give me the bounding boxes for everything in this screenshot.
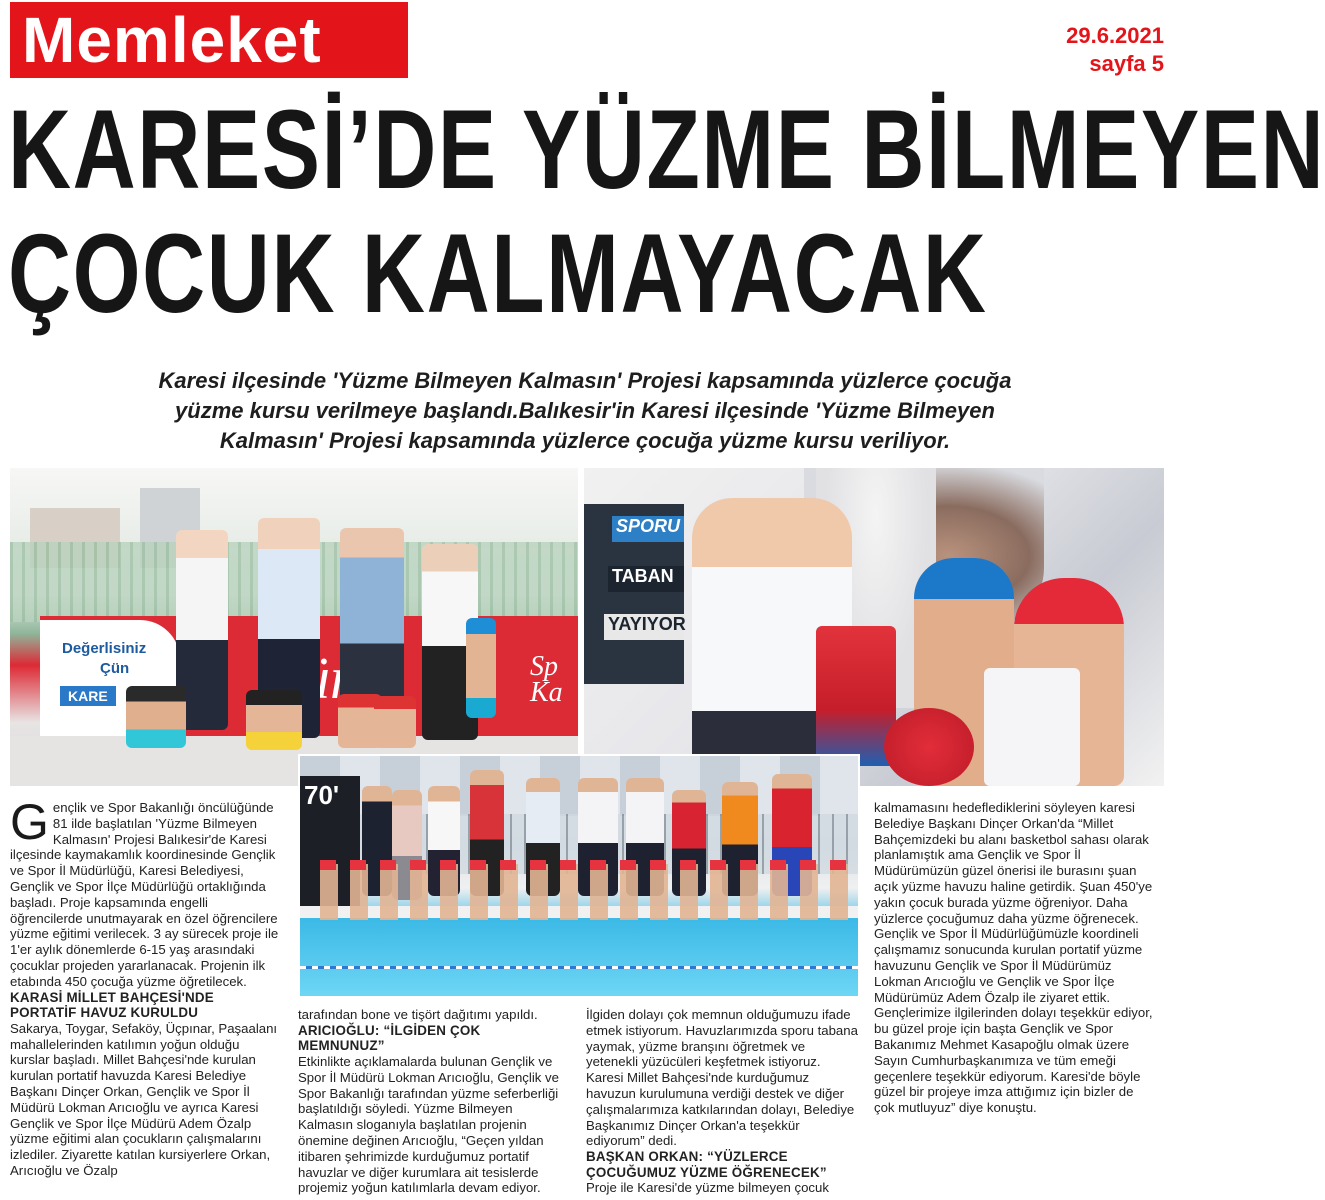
article-paragraph: tarafından bone ve tişört dağıtımı yapıldı. bbox=[298, 1007, 538, 1022]
article-paragraph: Proje ile Karesi'de yüzme bilmeyen çocuk bbox=[586, 1180, 829, 1196]
date-block bbox=[1066, 22, 1164, 78]
article-paragraph: Gençlik ve Spor Bakanlığı öncülüğünde 81 ilde başlatılan 'Yüzme Bilmeyen Kalmasın' Projesi Balıkesir'de Karesi ilçesinde kaymakamlık koordinesinde Gençlik ve Spor İl Müdürlüğü, Karesi Belediyesi, Gençlik ve Spor İlçe Müdürlüğü ortaklığında başladı. Proje kapsamında engelli öğrencilerde unutmayarak en özel öğrencilere yüzme eğitimi verilecek. 3 ay sürecek proje ile 1'er aylık dönemlerde 6-15 yaş arasındaki çocuklar projeden yararlanacak. Projenin ilk etabında 450 çocuğa yüzme öğretilecek. bbox=[10, 794, 279, 989]
banner-text-2: Çün bbox=[100, 660, 130, 677]
article-paragraph: Sakarya, Toygar, Sefaköy, Üçpınar, Paşaalanı mahallelerinden katılımın yoğun olduğu kurslar başladı. Millet Bahçesi'nde kurulan kurulan portatif havuzda Karesi Belediye Başkanı Dinçer Orkan, Gençlik ve Spor İl Müdürü Lokman Arıcıoğlu ve ayrıca Karesi Gençlik ve Spor İlçe Müdürü Adem Özalp yüzme eğitimi alan çocukların çalışmalarını izlediler. Ziyarette katılan kursiyerlere Orkan, Arıcıoğlu ve Özalp bbox=[10, 1020, 278, 1178]
article-column-2 bbox=[298, 1007, 570, 1196]
banner-taban: TABAN bbox=[608, 566, 684, 592]
article-paragraph: Etkinlikte açıklamalarda bulunan Gençlik ve Spor İl Müdürü Lokman Arıcıoğlu, Gençlik ve Spor Bakanlığı tarafından yüzme seferberliği başlatıldığı söyledi. Yüzme Bilmeyen Kalmasın sloganıyla başlatılan projenin önemine değinen Arıcıoğlu, “Geçen yıldan itibaren şehrimizde kurduğumuz portatif havuzlar ve diğer kurumlara ait tesislerde projemiz yoğun katılımlarla devam ediyor. bbox=[298, 1053, 559, 1196]
subheading-portatif-havuz: KARASİ MİLLET BAHÇESİ'NDE PORTATİF HAVUZ KURULDU bbox=[10, 989, 214, 1021]
issue-date: 29.6.2021 bbox=[1066, 23, 1164, 48]
newspaper-logo bbox=[10, 2, 408, 78]
deck-line-1: Karesi ilçesinde 'Yüzme Bilmeyen Kalmasın' Projesi kapsamında yüzlerce çocuğa bbox=[158, 368, 1012, 393]
deck-line-3: Kalmasın' Projesi kapsamında yüzlerce çocuğa yüzme kursu veriliyor. bbox=[219, 428, 951, 453]
deck-line-2: yüzme kursu verilmeye başlandı.Balıkesir'in Karesi ilçesinde 'Yüzme Bilmeyen bbox=[175, 398, 995, 423]
headline-line-2: ÇOCUK KALMAYACAK bbox=[8, 211, 988, 336]
banner-70: 70' bbox=[300, 776, 360, 906]
article-column-3 bbox=[586, 1007, 860, 1196]
subheading-baskan-orkan: BAŞKAN ORKAN: “YÜZLERCE ÇOCUĞUMUZ YÜZME ÖĞRENECEK” bbox=[586, 1149, 827, 1180]
article-paragraph: İlgiden dolayı çok memnun olduğumuzu ifade etmek istiyorum. Havuzlarımızda sporu tabana yaymak, yüzme branşını öğretmek ve yetenekli yüzücüleri keşfetmek istiyoruz. Karesi Millet Bahçesi'nde kurduğumuz havuzun kurulumuna verdiği destek ve diğer çalışmalarımıza katkılarından dolayı, Belediye Başkanımız Dinçer Orkan'a teşekkür ediyorum” dedi. bbox=[586, 1007, 858, 1149]
photo-children-at-pool bbox=[298, 754, 860, 998]
page-number: sayfa 5 bbox=[1089, 51, 1164, 76]
article-column-4 bbox=[874, 800, 1154, 1116]
deck bbox=[30, 366, 1140, 456]
photo-shirt-distribution bbox=[584, 468, 1164, 786]
article-column-1 bbox=[10, 794, 282, 1179]
headline bbox=[8, 87, 1325, 336]
photo-officials-poolside bbox=[10, 468, 578, 786]
banner-text-1: Değerlisiniz bbox=[62, 640, 147, 657]
subheading-aricioglu: ARICIOĞLU: “İLGİDEN ÇOK MEMNUNUZ” bbox=[298, 1022, 481, 1054]
banner-script-text-2: Sp Ka bbox=[530, 651, 563, 708]
logo-text: Memleket bbox=[22, 4, 322, 76]
banner-yayiyor: YAYIYOR bbox=[604, 614, 684, 640]
banner-text-3: KARE bbox=[60, 686, 116, 706]
article-paragraph: kalmamasını hedeflediklerini söyleyen karesi Belediye Başkanı Dinçer Orkan'da “Millet Bahçemizdeki bu alanı basketbol sahası olarak planlamıştık ama Gençlik ve Spor İl Müdürümüzün güzel önerisi ile burasını şuan açık yüzme havuzu haline getirdik. Şuan 450'ye yakın çocuk burada yüzme öğreniyor. Daha yüzlerce çocuğumuz daha yüzme öğrenecek. Gençlik ve Spor İl Müdürlüğümüzle koordineli çalışmamız sonucunda kurulan portatif yüzme havuzunu Gençlik ve Spor İl Müdürümüz Lokman Arıcıoğlu ve Gençlik ve Spor İlçe Müdürümüz Adem Özalp ile ziyaret ettik. Gençlerimize ilgilerinden dolayı teşekkür ediyor, bu güzel proje için başta Gençlik ve Spor Bakanımız Mehmet Kasapoğlu olmak üzere Sayın Cumhurbaşkanımıza ve tüm emeği geçenlere teşekkür ediyorum. Karesi'de böyle güzel bir projeye imza attığımız için bizler de çok mutluyuz” diye konuştu. bbox=[874, 800, 1153, 1116]
banner-sporu: SPORU bbox=[612, 516, 684, 542]
dropcap: G bbox=[10, 794, 49, 850]
headline-line-1: KARESİ’DE YÜZME BİLMEYEN bbox=[8, 87, 1325, 212]
